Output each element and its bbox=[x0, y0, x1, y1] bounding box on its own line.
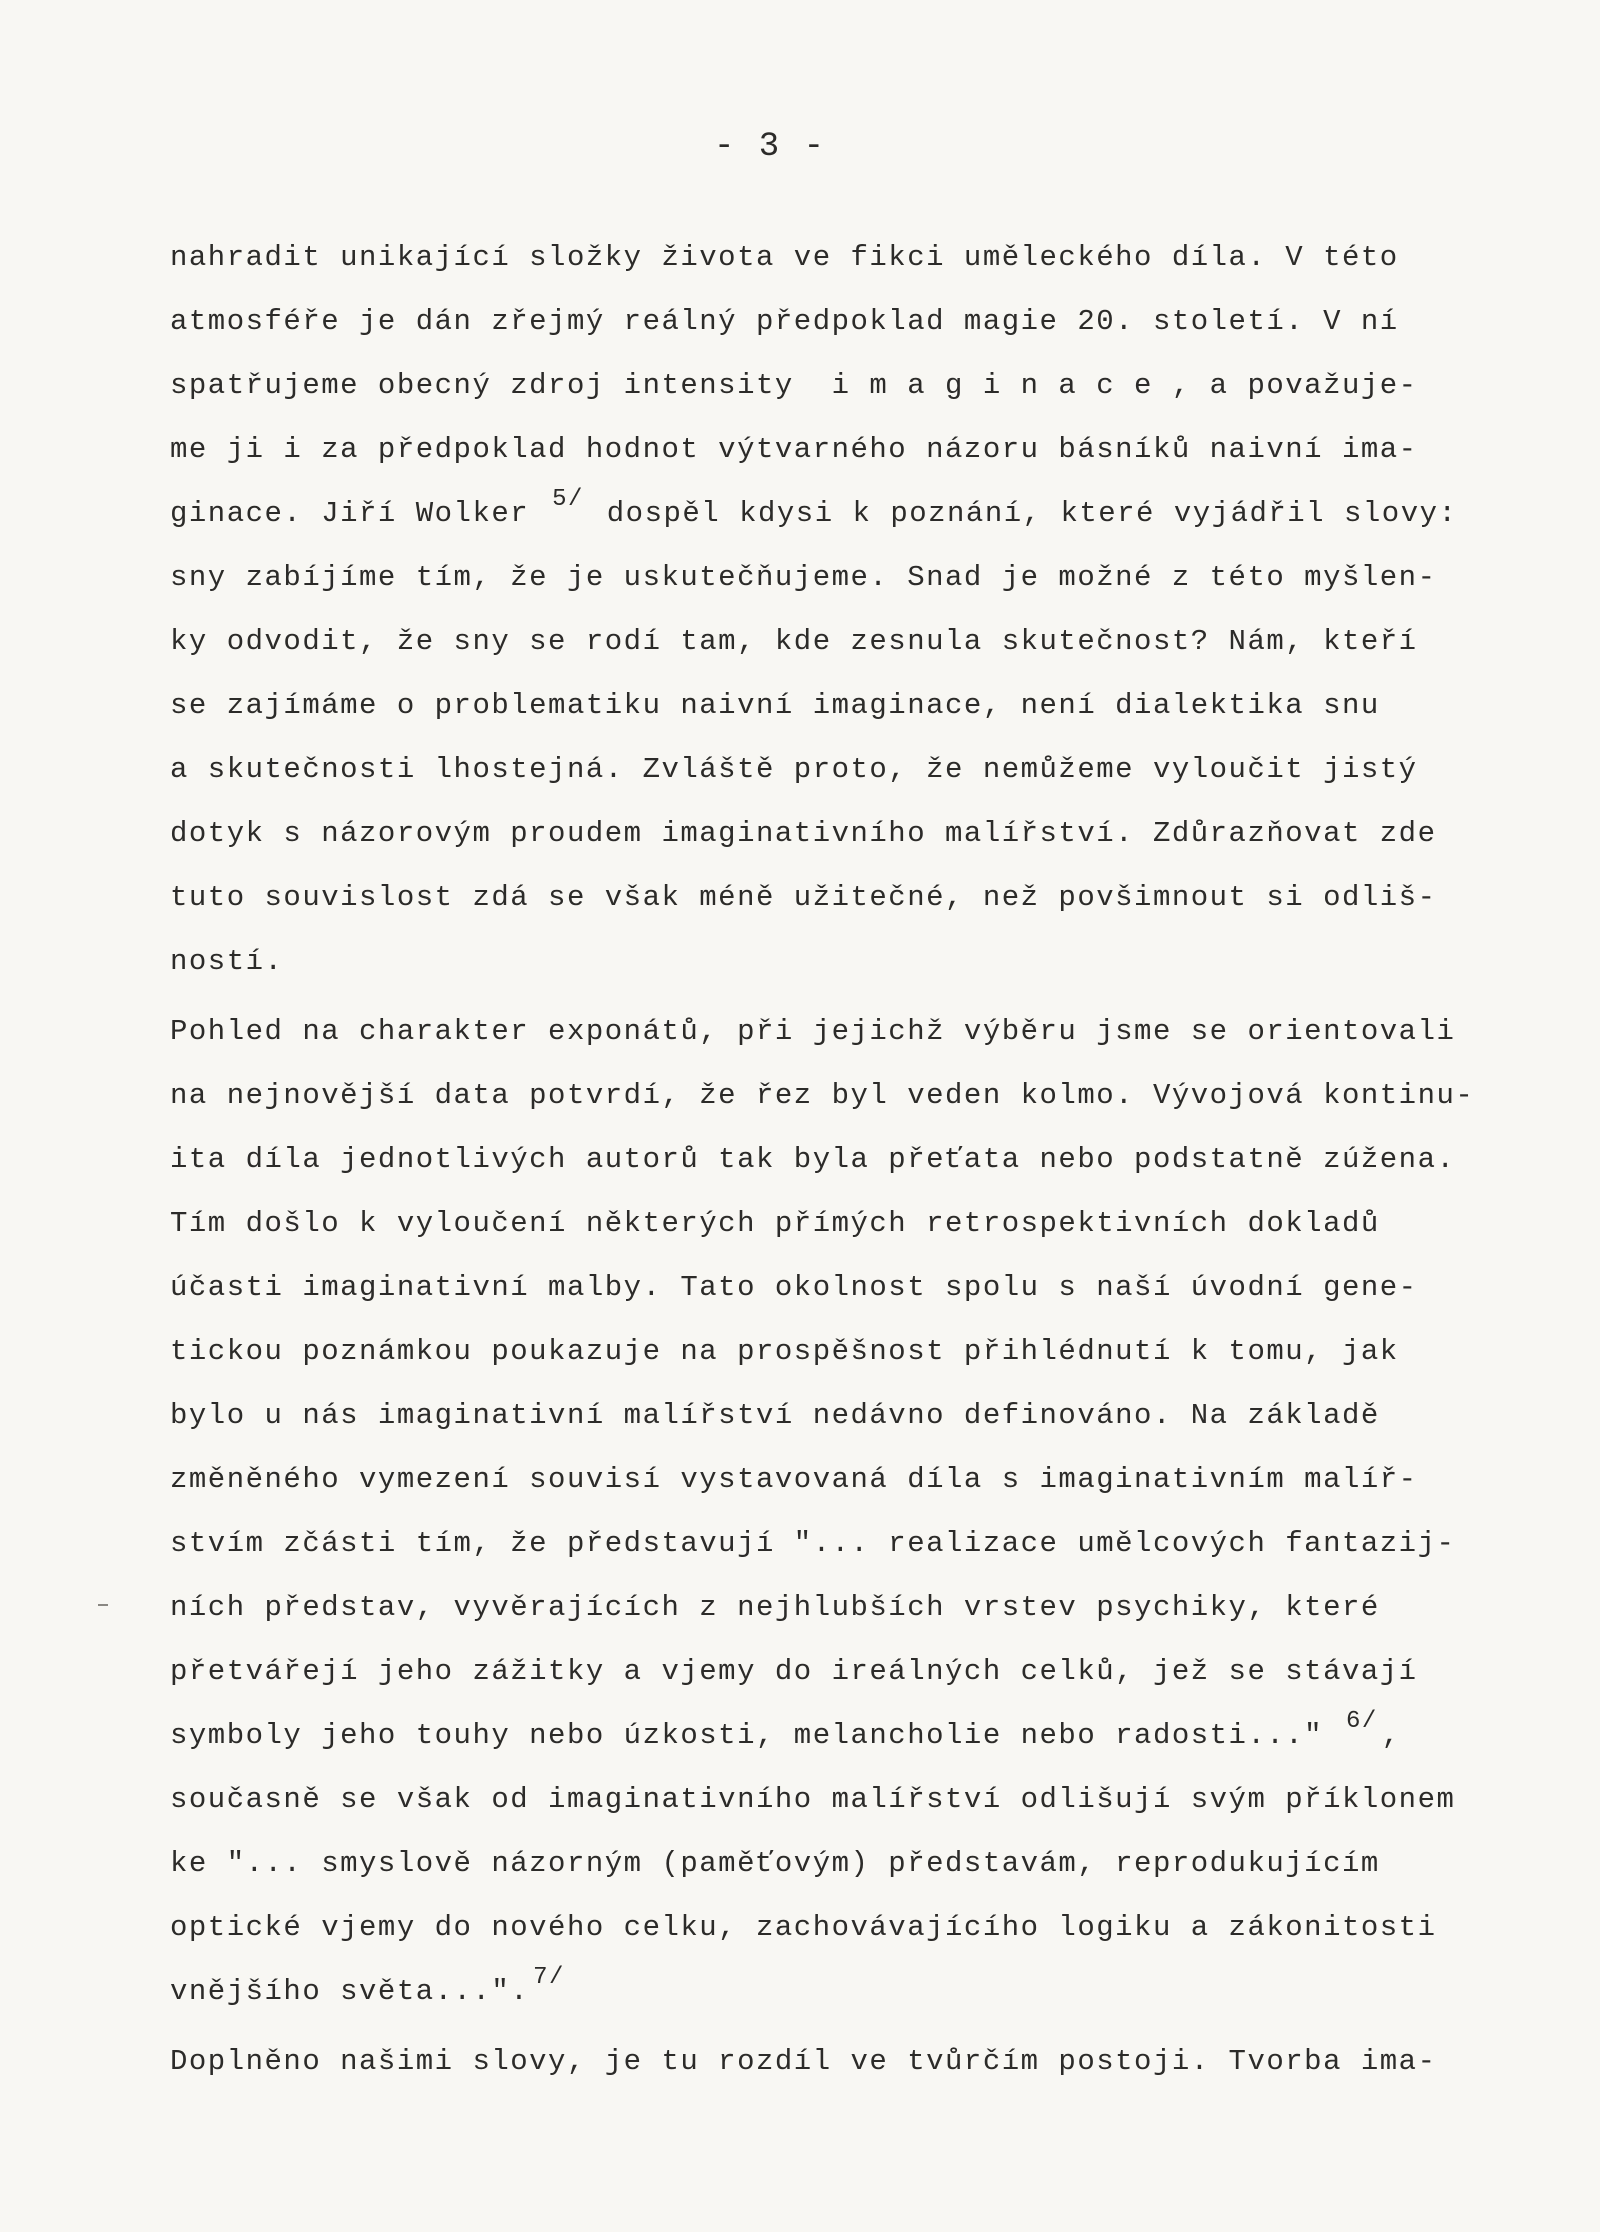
text-segment: ních představ, vyvěrajících z nejhlubších vrstev psychiky, které bbox=[170, 1591, 1380, 1624]
text-segment: dospěl kdysi k poznání, které vyjádřil slovy: bbox=[587, 497, 1458, 530]
text-line bbox=[170, 418, 1550, 482]
text-line bbox=[170, 1256, 1550, 1320]
text-segment: Pohled na charakter exponátů, při jejichž výběru jsme se orientovali bbox=[170, 1015, 1456, 1048]
text-line bbox=[170, 930, 1550, 994]
text-segment: a skutečnosti lhostejná. Zvláště proto, že nemůžeme vyloučit jistý bbox=[170, 753, 1418, 786]
text-segment: přetvářejí jeho zážitky a vjemy do ireálných celků, jež se stávají bbox=[170, 1655, 1418, 1688]
text-line bbox=[170, 1896, 1550, 1960]
text-segment: současně se však od imaginativního malířství odlišují svým příklonem bbox=[170, 1783, 1456, 1816]
text-line bbox=[170, 610, 1550, 674]
page-body bbox=[170, 226, 1550, 2094]
text-segment: atmosféře je dán zřejmý reálný předpoklad magie 20. století. V ní bbox=[170, 305, 1399, 338]
text-line bbox=[170, 1832, 1550, 1896]
text-line bbox=[170, 738, 1550, 802]
text-line bbox=[170, 1320, 1550, 1384]
text-segment: ky odvodit, že sny se rodí tam, kde zesnula skutečnost? Nám, kteří bbox=[170, 625, 1418, 658]
text-line bbox=[170, 546, 1550, 610]
text-segment: ností. bbox=[170, 945, 284, 978]
margin-pencil-mark bbox=[98, 1604, 108, 1606]
text-line bbox=[170, 1000, 1550, 1064]
footnote-reference: 6/ bbox=[1345, 1708, 1378, 1735]
text-line bbox=[170, 866, 1550, 930]
text-segment: dotyk s názorovým proudem imaginativního malířství. Zdůrazňovat zde bbox=[170, 817, 1437, 850]
text-line bbox=[170, 226, 1550, 290]
text-line bbox=[170, 802, 1550, 866]
footnote-reference: 7/ bbox=[533, 1964, 565, 1991]
text-line bbox=[170, 1576, 1550, 1640]
text-line bbox=[170, 354, 1550, 418]
footnote-reference: 5/ bbox=[552, 486, 584, 513]
text-segment: optické vjemy do nového celku, zachovávajícího logiku a zákonitosti bbox=[170, 1911, 1437, 1944]
text-segment: nahradit unikající složky života ve fikci uměleckého díla. V této bbox=[170, 241, 1399, 274]
text-line bbox=[170, 1768, 1550, 1832]
text-segment: ke "... smyslově názorným (paměťovým) představám, reprodukujícím bbox=[170, 1847, 1380, 1880]
text-segment: se zajímáme o problematiku naivní imaginace, není dialektika snu bbox=[170, 689, 1380, 722]
text-line bbox=[170, 1384, 1550, 1448]
text-line bbox=[170, 1192, 1550, 1256]
text-line bbox=[170, 1128, 1550, 1192]
text-segment: tuto souvislost zdá se však méně užitečné, než povšimnout si odliš- bbox=[170, 881, 1437, 914]
text-segment: Tím došlo k vyloučení některých přímých retrospektivních dokladů bbox=[170, 1207, 1380, 1240]
text-line bbox=[170, 290, 1550, 354]
text-line bbox=[170, 1512, 1550, 1576]
text-segment: symboly jeho touhy nebo úzkosti, melancholie nebo radosti..." bbox=[170, 1719, 1342, 1752]
text-segment: vnějšího světa...". bbox=[170, 1975, 530, 2008]
text-line bbox=[170, 1448, 1550, 1512]
text-segment: spatřujeme obecný zdroj intensity i m a g i n a c e , a považuje- bbox=[170, 369, 1418, 402]
text-segment: me ji i za předpoklad hodnot výtvarného názoru básníků naivní ima- bbox=[170, 433, 1418, 466]
text-segment: ita díla jednotlivých autorů tak byla přeťata nebo podstatně zúžena. bbox=[170, 1143, 1456, 1176]
text-segment: ginace. Jiří Wolker bbox=[170, 497, 549, 530]
text-segment: změněného vymezení souvisí vystavovaná díla s imaginativním malíř- bbox=[170, 1463, 1418, 1496]
text-line bbox=[170, 482, 1550, 546]
text-segment: sny zabíjíme tím, že je uskutečňujeme. Snad je možné z této myšlen- bbox=[170, 561, 1437, 594]
text-line bbox=[170, 1064, 1550, 1128]
text-segment: tickou poznámkou poukazuje na prospěšnost přihlédnutí k tomu, jak bbox=[170, 1335, 1399, 1368]
text-line bbox=[170, 1640, 1550, 1704]
text-segment: , bbox=[1381, 1719, 1401, 1752]
text-line bbox=[170, 1704, 1550, 1768]
text-segment: bylo u nás imaginativní malířství nedávno definováno. Na základě bbox=[170, 1399, 1380, 1432]
text-segment: Doplněno našimi slovy, je tu rozdíl ve tvůrčím postoji. Tvorba ima- bbox=[170, 2045, 1437, 2078]
text-segment: stvím zčásti tím, že představují "... realizace umělcových fantazij- bbox=[170, 1527, 1456, 1560]
page-number: - 3 - bbox=[713, 128, 827, 166]
text-segment: na nejnovější data potvrdí, že řez byl veden kolmo. Vývojová kontinu- bbox=[170, 1079, 1475, 1112]
text-line bbox=[170, 2030, 1550, 2094]
text-line bbox=[170, 674, 1550, 738]
text-line bbox=[170, 1960, 1550, 2024]
text-segment: účasti imaginativní malby. Tato okolnost spolu s naší úvodní gene- bbox=[170, 1271, 1418, 1304]
